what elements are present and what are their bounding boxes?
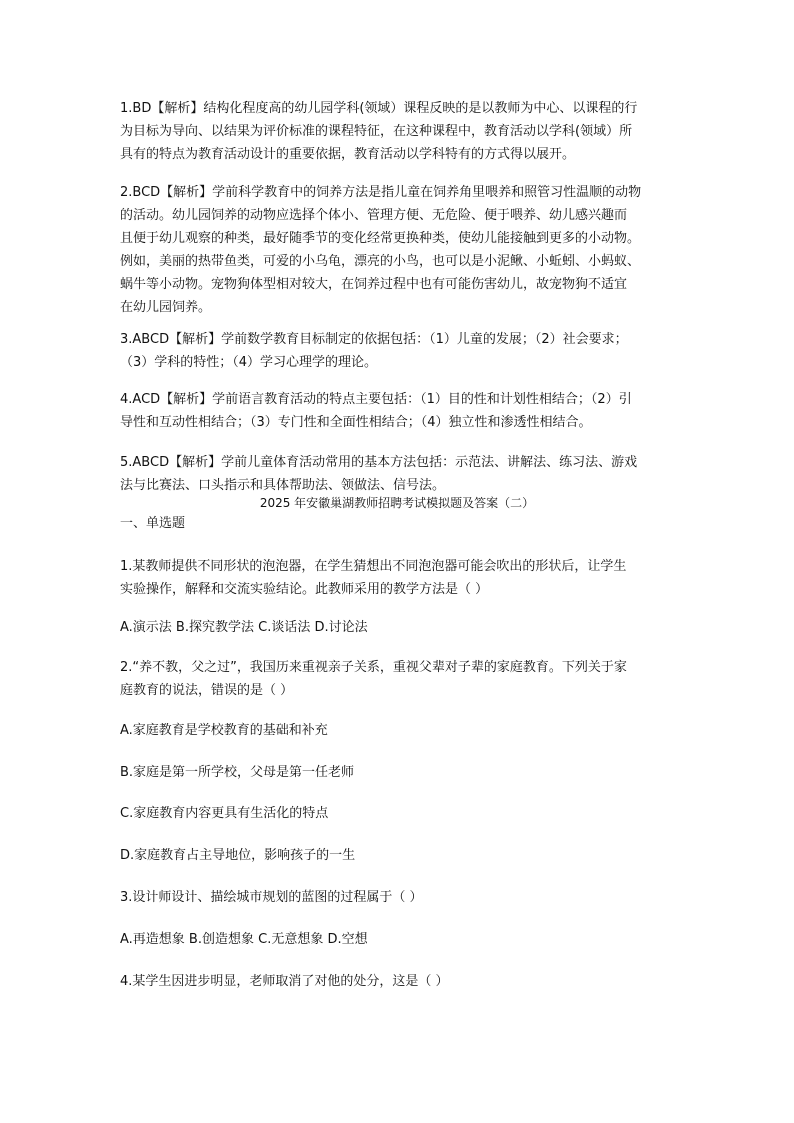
text-line: 法与比赛法、口头指示和具体帮助法、领做法、信号法。 (120, 478, 446, 493)
text-line: 3.ABCD【解析】学前数学教育目标制定的依据包括：（1）儿童的发展；（2）社会要求； (120, 332, 628, 347)
text-line: C.家庭教育内容更具有生活化的特点 (120, 806, 329, 821)
text-line: D.家庭教育占主导地位，影响孩子的一生 (120, 848, 356, 863)
text-line: 2.BCD【解析】学前科学教育中的饲养方法是指儿童在饲养角里喂养和照管习性温顺的动物 (120, 185, 642, 200)
text-line: A.再造想象 B.创造想象 C.无意想象 D.空想 (120, 932, 368, 947)
question-1 (120, 555, 680, 601)
text-line: 蜗牛等小动物。宠物狗体型相对较大，在饲养过程中也有可能伤害幼儿，故宠物狗不适宜 (120, 277, 628, 292)
answer-paragraph-1 (120, 97, 680, 166)
text-line: 例如，美丽的热带鱼类，可爱的小乌龟，漂亮的小鸟，也可以是小泥鳅、小蚯蚓、小蚂蚁、 (120, 254, 641, 269)
text-line: 5.ABCD【解析】学前儿童体育活动常用的基本方法包括：示范法、讲解法、练习法、游戏 (120, 455, 638, 470)
text-line: 4.某学生因进步明显，老师取消了对他的处分，这是（ ） (120, 974, 449, 989)
text-line: 导性和互动性相结合；（3）专门性和全面性相结合；（4）独立性和渗透性相结合。 (120, 415, 592, 430)
question-3 (120, 886, 680, 909)
text-line: 实验操作，解释和交流实验结论。此教师采用的教学方法是（ ） (120, 582, 489, 597)
question-2-option-c (120, 802, 680, 825)
answer-paragraph-5 (120, 451, 680, 497)
text-line: 1.某教师提供不同形状的泡泡器，在学生猜想出不同泡泡器可能会吹出的形状后，让学生 (120, 559, 627, 574)
text-line: 庭教育的说法，错误的是（ ） (120, 683, 294, 698)
text-line: A.家庭教育是学校教育的基础和补充 (120, 723, 328, 738)
question-3-options (120, 928, 680, 951)
text-line: 且便于幼儿观察的种类，最好随季节的变化经常更换种类，使幼儿能接触到更多的小动物。 (120, 231, 641, 246)
text-line: 2.“养不教，父之过”，我国历来重视亲子关系，重视父辈对子辈的家庭教育。下列关于家 (120, 660, 627, 675)
answer-paragraph-2 (120, 181, 680, 319)
text-line: 具有的特点为教育活动设计的重要依据，教育活动以学科特有的方式得以展开。 (120, 147, 576, 162)
text-line: 1.BD【解析】结构化程度高的幼儿园学科(领域）课程反映的是以教师为中心、以课程的行 (120, 101, 638, 116)
text-line: 4.ACD【解析】学前语言教育活动的特点主要包括：（1）目的性和计划性相结合；（2）引 (120, 392, 632, 407)
text-line: 的活动。幼儿园饲养的动物应选择个体小、管理方便、无危险、便于喂养、幼儿感兴趣而 (120, 208, 628, 223)
question-2-option-d (120, 844, 680, 867)
question-2 (120, 656, 680, 702)
text-line: 在幼儿园饲养。 (120, 300, 212, 315)
question-1-options (120, 616, 680, 639)
exam-title: 2025 年安徽巢湖教师招聘考试模拟题及答案（二） (259, 496, 535, 510)
text-line: A.演示法 B.探究教学法 C.谈话法 D.讨论法 (120, 620, 368, 635)
text-line: B.家庭是第一所学校，父母是第一任老师 (120, 765, 355, 780)
text-line: 3.设计师设计、描绘城市规划的蓝图的过程属于（ ） (120, 890, 423, 905)
section-heading: 一、单选题 (120, 516, 186, 531)
text-line: （3）学科的特性；（4）学习心理学的理论。 (120, 355, 378, 370)
question-2-option-b (120, 761, 680, 784)
text-line: 为目标为导向、以结果为评价标准的课程特征，在这种课程中，教育活动以学科(领域）所 (120, 124, 633, 139)
question-4 (120, 970, 680, 993)
answer-paragraph-4 (120, 388, 680, 434)
answer-paragraph-3 (120, 328, 680, 374)
question-2-option-a (120, 719, 680, 742)
